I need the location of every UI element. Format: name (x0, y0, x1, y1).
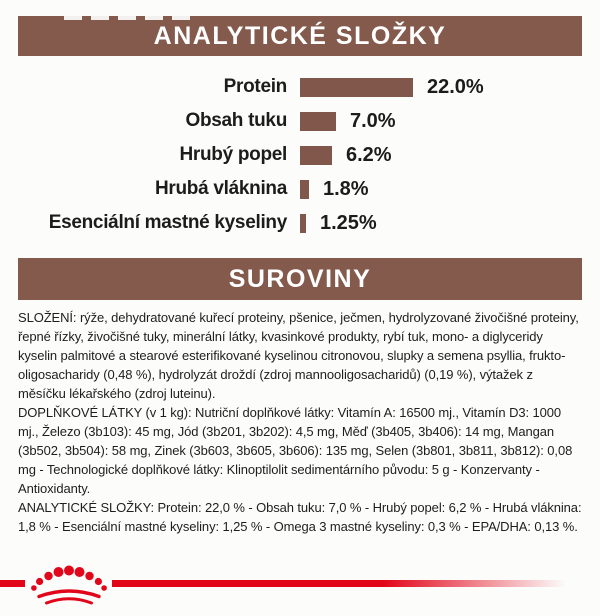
red-rule-left (0, 580, 25, 587)
chart-row (18, 138, 582, 172)
cut-off-print-artifacts (64, 16, 190, 20)
chart-category-label: Hrubá vláknina (154, 178, 287, 199)
chart-row (18, 70, 582, 104)
chart-category-label: Obsah tuku (185, 110, 287, 131)
chart-row (18, 104, 582, 138)
chart-value-label: 1.8% (323, 177, 369, 200)
chart-category-label: Esenciální mastné kyseliny (48, 212, 287, 233)
chart-bar (300, 146, 332, 165)
chart-bar (300, 78, 413, 97)
chart-bar (300, 112, 336, 131)
red-rule-right-fading (112, 580, 580, 587)
section-header-suroviny (18, 258, 582, 300)
chart-row (18, 172, 582, 206)
ingredients-text-block (18, 308, 582, 536)
chart-value-label: 7.0% (350, 109, 396, 132)
section-header-analytic-label: ANALYTICKÉ SLOŽKY (153, 21, 447, 50)
section-header-suroviny-label: SUROVINY (228, 264, 372, 293)
analytical-paragraph: ANALYTICKÉ SLOŽKY: Protein: 22,0 % - Obsah tuku: 7,0 % - Hrubý popel: 6,2 % - Hrubá vláknina: 1,8 % - Esenciální mastné kyseliny: 1,25 % - Omega 3 mastné kyseliny: 0,3 % - EPA/DHA: 0,13 %. (18, 500, 582, 534)
section-header-analytic (18, 16, 582, 56)
chart-value-label: 1.25% (320, 211, 377, 234)
composition-paragraph: SLOŽENÍ: rýže, dehydratované kuřecí proteiny, pšenice, ječmen, hydrolyzované živočišné proteiny, řepné řízky, živočišné tuky, minerální látky, kvasinkové produkty, rybí tuk, mono- a diglyceridy kyselin palmitové a stearové esterifikované kyselinou citronovou, slupky a semena psyllia, frukto-oligosacharidy (0,48 %), hydrolyzát droždí (zdroj mannooligosacharidů) (0,19 %), výtažek z měsíčku lékařského (zdroj luteinu). (18, 310, 579, 401)
royal-canin-crown-icon (31, 565, 107, 607)
chart-row (18, 206, 582, 240)
chart-bar (300, 214, 306, 233)
brand-footer (0, 561, 600, 611)
pet-food-label-panel (0, 16, 600, 616)
chart-bar (300, 180, 309, 199)
chart-value-label: 22.0% (427, 75, 484, 98)
chart-category-label: Protein (223, 76, 287, 97)
chart-category-label: Hrubý popel (179, 144, 287, 165)
additives-paragraph: DOPLŇKOVÉ LÁTKY (v 1 kg): Nutriční doplňkové látky: Vitamín A: 16500 mj., Vitamín D3: 1000 mj., Železo (3b103): 45 mg, Jód (3b201, 3b202): 4,5 mg, Měď (3b405, 3b406): 14 mg, Mangan (3b502, 3b504): 58 mg, Zinek (3b603, 3b605, 3b606): 135 mg, Selen (3b801, 3b811, 3b812): 0,08 mg - Technologické doplňkové látky: Klinoptilolit sedimentárního původu: 5 g - Konzervanty - Antioxidanty. (18, 405, 573, 496)
chart-value-label: 6.2% (346, 143, 392, 166)
analytic-bar-chart (18, 70, 582, 240)
